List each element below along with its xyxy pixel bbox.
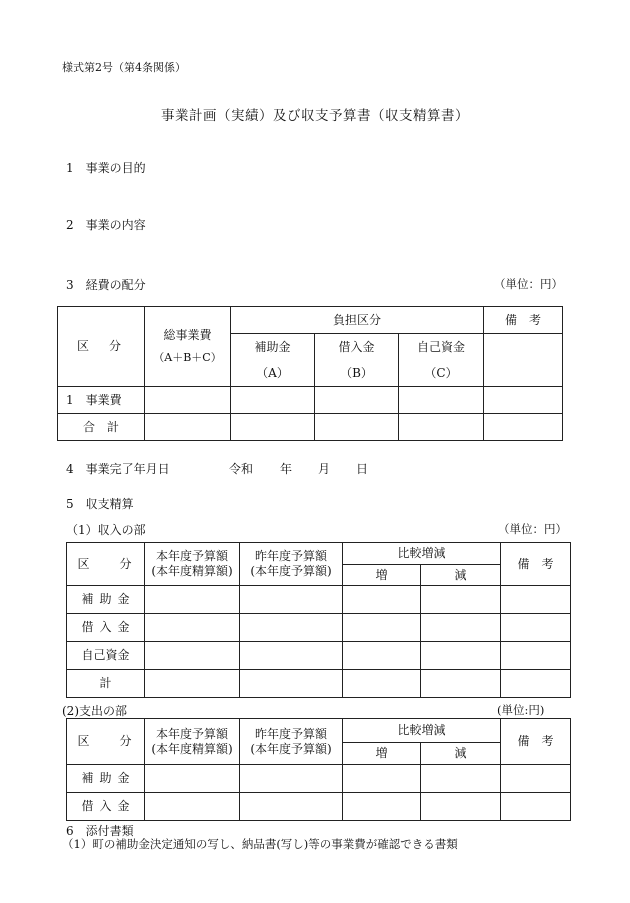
- row-total: 合 計: [58, 414, 145, 441]
- cell[interactable]: [240, 765, 343, 793]
- cell[interactable]: [145, 387, 231, 414]
- header-total: 総事業費 （A＋B＋C）: [145, 307, 231, 387]
- cell[interactable]: [421, 586, 501, 614]
- completion-era: 令和: [229, 462, 254, 476]
- document-title: 事業計画（実績）及び収支予算書（収支精算書）: [161, 108, 469, 124]
- cell[interactable]: [343, 765, 421, 793]
- cell[interactable]: [343, 586, 421, 614]
- header-compare: 比較増減: [343, 719, 501, 743]
- completion-month: 月: [318, 462, 331, 476]
- cell[interactable]: [240, 586, 343, 614]
- completion-day: 日: [356, 462, 369, 476]
- cell[interactable]: [145, 765, 240, 793]
- section-5-1-unit: （単位：円）: [498, 522, 567, 536]
- section-1-heading: 1 事業の目的: [66, 161, 146, 175]
- cell[interactable]: [315, 414, 399, 441]
- cell[interactable]: [343, 614, 421, 642]
- income-table: [66, 542, 571, 698]
- cell[interactable]: [145, 414, 231, 441]
- header-increase: 増: [343, 743, 421, 765]
- cell[interactable]: [343, 793, 421, 821]
- cell[interactable]: [501, 670, 571, 698]
- section-5-heading: 5 収支精算: [66, 497, 134, 511]
- income-row-own-funds: 自己資金: [67, 642, 145, 670]
- header-loan: 借入金 （B）: [315, 334, 399, 387]
- section-2-heading: 2 事業の内容: [66, 218, 146, 232]
- cell[interactable]: [145, 586, 240, 614]
- expense-row-subsidy: 補助金: [67, 765, 145, 793]
- header-prev-budget: 昨年度予算額 (本年度予算額): [240, 543, 343, 586]
- header-current-budget: 本年度予算額 (本年度精算額): [145, 543, 240, 586]
- cell[interactable]: [421, 642, 501, 670]
- income-row-loan: 借入金: [67, 614, 145, 642]
- cell[interactable]: [240, 793, 343, 821]
- remarks-empty: [484, 334, 563, 387]
- section-5-1-heading: （1）収入の部: [66, 523, 146, 537]
- cell[interactable]: [240, 670, 343, 698]
- cell[interactable]: [501, 614, 571, 642]
- section-3-heading: 3 経費の配分: [66, 278, 146, 292]
- section-5-2-heading: (2)支出の部: [62, 704, 127, 718]
- cell[interactable]: [145, 793, 240, 821]
- header-remarks: 備 考: [501, 543, 571, 586]
- cell[interactable]: [501, 765, 571, 793]
- expense-row-loan: 借入金: [67, 793, 145, 821]
- cell[interactable]: [145, 614, 240, 642]
- cell[interactable]: [421, 765, 501, 793]
- header-decrease: 減: [421, 565, 501, 586]
- form-number: 様式第2号（第4条関係）: [62, 61, 186, 74]
- section-3-unit: （単位：円）: [494, 277, 563, 291]
- cell[interactable]: [421, 670, 501, 698]
- cell[interactable]: [421, 614, 501, 642]
- header-burden: 負担区分: [231, 307, 484, 334]
- cell[interactable]: [501, 793, 571, 821]
- section-5-2-unit: (単位:円): [497, 703, 545, 717]
- expense-table: [66, 718, 571, 821]
- header-kubun: 区 分: [67, 719, 145, 765]
- cell[interactable]: [484, 387, 563, 414]
- cell[interactable]: [145, 670, 240, 698]
- cell[interactable]: [315, 387, 399, 414]
- cell[interactable]: [484, 414, 563, 441]
- header-subsidy: 補助金 （A）: [231, 334, 315, 387]
- header-remarks: 備 考: [484, 307, 563, 334]
- cell[interactable]: [231, 414, 315, 441]
- header-decrease: 減: [421, 743, 501, 765]
- cell[interactable]: [240, 642, 343, 670]
- header-compare: 比較増減: [343, 543, 501, 565]
- cell[interactable]: [240, 614, 343, 642]
- cell[interactable]: [343, 670, 421, 698]
- row-project-cost: 1 事業費: [58, 387, 145, 414]
- cell[interactable]: [501, 586, 571, 614]
- cell[interactable]: [145, 642, 240, 670]
- cell[interactable]: [399, 387, 484, 414]
- header-increase: 増: [343, 565, 421, 586]
- header-current-budget: 本年度予算額 (本年度精算額): [145, 719, 240, 765]
- completion-year: 年: [280, 462, 293, 476]
- header-remarks: 備 考: [501, 719, 571, 765]
- cell[interactable]: [501, 642, 571, 670]
- cell[interactable]: [421, 793, 501, 821]
- attachment-item-1: （1）町の補助金決定通知の写し、納品書(写し)等の事業費が確認できる書類: [62, 837, 458, 851]
- section-4-heading: 4 事業完了年月日: [66, 462, 170, 476]
- cell[interactable]: [343, 642, 421, 670]
- cell[interactable]: [399, 414, 484, 441]
- income-row-subsidy: 補助金: [67, 586, 145, 614]
- income-row-total: 計: [67, 670, 145, 698]
- expense-allocation-table: [57, 306, 563, 441]
- header-kubun: 区 分: [67, 543, 145, 586]
- cell[interactable]: [231, 387, 315, 414]
- header-kubun: 区 分: [58, 307, 145, 387]
- header-prev-budget: 昨年度予算額 (本年度予算額): [240, 719, 343, 765]
- section-6-heading: 6 添付書類: [66, 824, 134, 838]
- header-own-funds: 自己資金 （C）: [399, 334, 484, 387]
